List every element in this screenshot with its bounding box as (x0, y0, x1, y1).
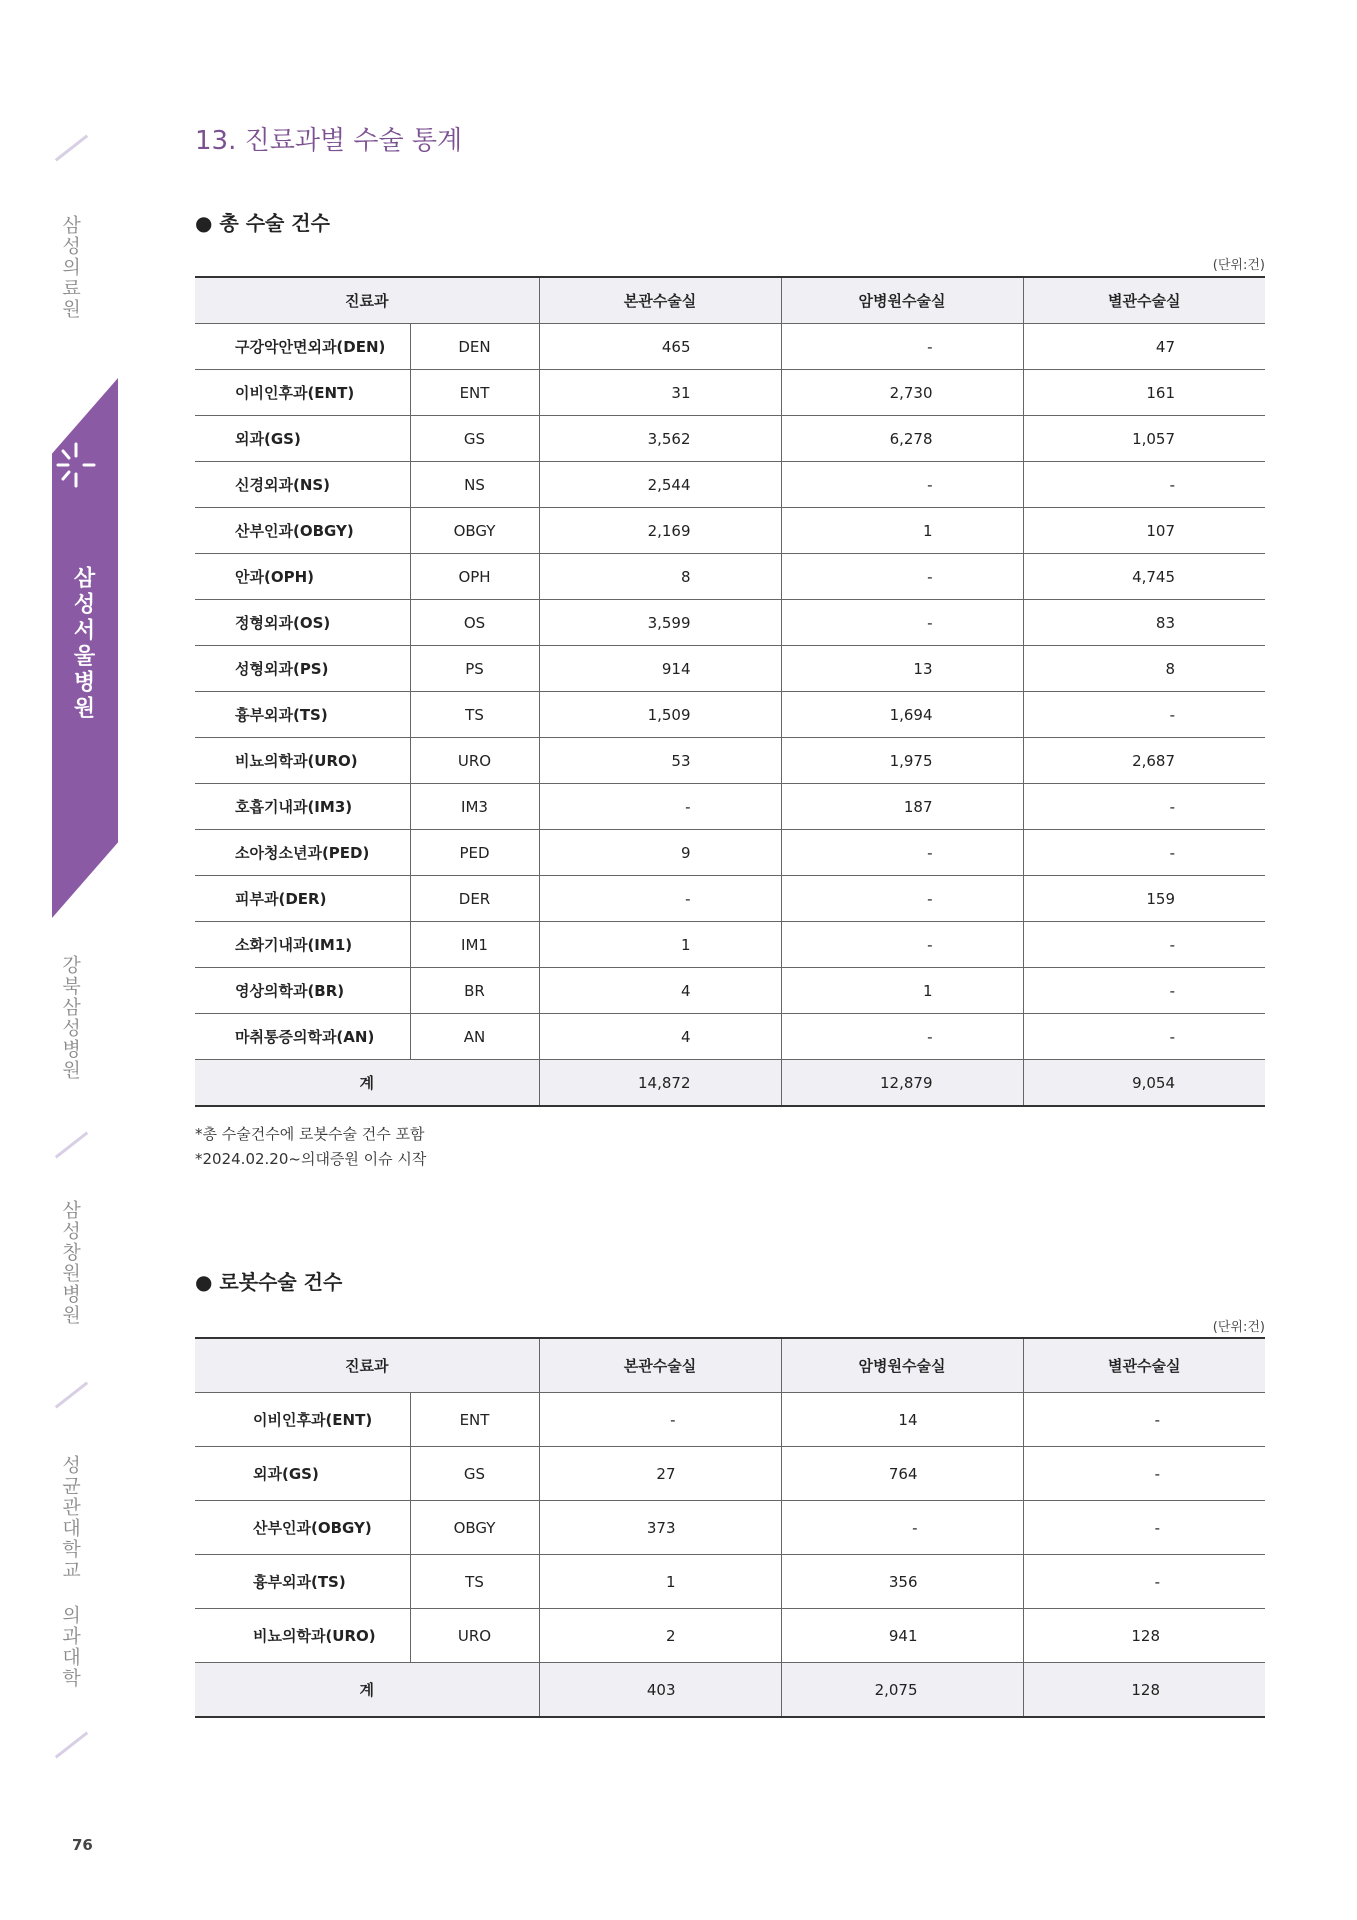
cancer-or-cell: 1 (781, 508, 1023, 554)
department-cell: 이비인후과(ENT) (195, 370, 410, 416)
department-cell: 외과(GS) (195, 1447, 410, 1501)
annex-or-cell: - (1023, 1501, 1265, 1555)
cancer-or-cell: 1,694 (781, 692, 1023, 738)
table-header-row (195, 1338, 1265, 1393)
main-or-cell: 373 (539, 1501, 781, 1555)
section-title-robot-surgery: ● 로봇수술 건수 (195, 1270, 343, 1294)
total-main-or-cell: 403 (539, 1663, 781, 1718)
cancer-or-cell: - (781, 830, 1023, 876)
header-annex-or: 별관수술실 (1023, 277, 1265, 324)
table-row (195, 1393, 1265, 1447)
code-cell: ENT (410, 1393, 539, 1447)
table-row (195, 416, 1265, 462)
total-label: 계 (195, 1060, 539, 1107)
cancer-or-cell: 6,278 (781, 416, 1023, 462)
annex-or-cell: - (1023, 462, 1265, 508)
department-cell: 산부인과(OBGY) (195, 508, 410, 554)
cancer-or-cell: 14 (781, 1393, 1023, 1447)
main-or-cell: - (539, 784, 781, 830)
table-header-row (195, 277, 1265, 324)
robot-surgery-table (195, 1337, 1265, 1718)
table-row (195, 1447, 1265, 1501)
code-cell: OS (410, 600, 539, 646)
annex-or-cell: - (1023, 1555, 1265, 1609)
code-cell: GS (410, 416, 539, 462)
divider-slash (55, 1732, 88, 1759)
department-cell: 흉부외과(TS) (195, 1555, 410, 1609)
table-row (195, 1555, 1265, 1609)
table-row (195, 968, 1265, 1014)
code-cell: DEN (410, 324, 539, 370)
table-row (195, 738, 1265, 784)
total-main-or-cell: 14,872 (539, 1060, 781, 1107)
main-or-cell: 1 (539, 1555, 781, 1609)
cancer-or-cell: - (781, 324, 1023, 370)
code-cell: TS (410, 1555, 539, 1609)
annex-or-cell: - (1023, 1447, 1265, 1501)
sidebar-item-kangbuk-samsung-hospital[interactable]: 강북삼성병원 (59, 955, 81, 1081)
table-row (195, 462, 1265, 508)
total-cancer-or-cell: 2,075 (781, 1663, 1023, 1718)
cancer-or-cell: - (781, 1501, 1023, 1555)
header-department: 진료과 (195, 1338, 539, 1393)
total-surgery-table (195, 276, 1265, 1107)
page-title: 13. 진료과별 수술 통계 (195, 126, 463, 156)
main-or-cell: 914 (539, 646, 781, 692)
total-annex-or-cell: 9,054 (1023, 1060, 1265, 1107)
annex-or-cell: 83 (1023, 600, 1265, 646)
department-cell: 마취통증의학과(AN) (195, 1014, 410, 1060)
header-main-or: 본관수술실 (539, 277, 781, 324)
code-cell: TS (410, 692, 539, 738)
main-or-cell: 2,544 (539, 462, 781, 508)
department-cell: 안과(OPH) (195, 554, 410, 600)
table-row (195, 508, 1265, 554)
cancer-or-cell: 1,975 (781, 738, 1023, 784)
code-cell: OBGY (410, 1501, 539, 1555)
cancer-or-cell: - (781, 922, 1023, 968)
header-cancer-or: 암병원수술실 (781, 277, 1023, 324)
code-cell: IM3 (410, 784, 539, 830)
code-cell: GS (410, 1447, 539, 1501)
code-cell: OPH (410, 554, 539, 600)
annex-or-cell: 159 (1023, 876, 1265, 922)
total-annex-or-cell: 128 (1023, 1663, 1265, 1718)
main-or-cell: 9 (539, 830, 781, 876)
sparkle-icon (56, 442, 96, 488)
main-or-cell: 27 (539, 1447, 781, 1501)
cancer-or-cell: - (781, 876, 1023, 922)
table-row (195, 1014, 1265, 1060)
code-cell: AN (410, 1014, 539, 1060)
department-cell: 소화기내과(IM1) (195, 922, 410, 968)
department-cell: 호흡기내과(IM3) (195, 784, 410, 830)
total-row (195, 1060, 1265, 1107)
divider-slash (55, 1132, 88, 1159)
annex-or-cell: 8 (1023, 646, 1265, 692)
table-row (195, 600, 1265, 646)
department-cell: 피부과(DER) (195, 876, 410, 922)
sidebar-nav (0, 0, 140, 1920)
table-row (195, 830, 1265, 876)
divider-slash (55, 1382, 88, 1409)
cancer-or-cell: 356 (781, 1555, 1023, 1609)
main-or-cell: 53 (539, 738, 781, 784)
main-or-cell: - (539, 1393, 781, 1447)
sidebar-item-skku-medicine[interactable]: 성균관대학교 의과대학 (59, 1455, 81, 1689)
cancer-or-cell: 764 (781, 1447, 1023, 1501)
main-or-cell: 1,509 (539, 692, 781, 738)
code-cell: URO (410, 738, 539, 784)
annex-or-cell: - (1023, 922, 1265, 968)
main-or-cell: 4 (539, 1014, 781, 1060)
unit-label: (단위:건) (1212, 1320, 1265, 1335)
department-cell: 이비인후과(ENT) (195, 1393, 410, 1447)
annex-or-cell: 1,057 (1023, 416, 1265, 462)
code-cell: DER (410, 876, 539, 922)
code-cell: OBGY (410, 508, 539, 554)
divider-slash (55, 135, 88, 162)
main-or-cell: 4 (539, 968, 781, 1014)
sidebar-item-samsung-seoul-hospital[interactable]: 삼성서울병원 (70, 566, 95, 722)
department-cell: 비뇨의학과(URO) (195, 738, 410, 784)
table-row (195, 922, 1265, 968)
table-row (195, 1609, 1265, 1663)
main-or-cell: 8 (539, 554, 781, 600)
total-label: 계 (195, 1663, 539, 1718)
code-cell: PED (410, 830, 539, 876)
main-or-cell: 3,599 (539, 600, 781, 646)
main-or-cell: 3,562 (539, 416, 781, 462)
annex-or-cell: 128 (1023, 1609, 1265, 1663)
header-main-or: 본관수술실 (539, 1338, 781, 1393)
page-number: 76 (72, 1836, 93, 1854)
code-cell: BR (410, 968, 539, 1014)
main-or-cell: 465 (539, 324, 781, 370)
total-row (195, 1663, 1265, 1718)
code-cell: PS (410, 646, 539, 692)
table-row (195, 876, 1265, 922)
table-row (195, 554, 1265, 600)
sidebar-item-samsung-changwon-hospital[interactable]: 삼성창원병원 (59, 1200, 81, 1326)
table-row (195, 370, 1265, 416)
annex-or-cell: 47 (1023, 324, 1265, 370)
unit-label: (단위:건) (1212, 258, 1265, 273)
cancer-or-cell: - (781, 1014, 1023, 1060)
main-or-cell: - (539, 876, 781, 922)
annex-or-cell: 4,745 (1023, 554, 1265, 600)
department-cell: 산부인과(OBGY) (195, 1501, 410, 1555)
department-cell: 구강악안면외과(DEN) (195, 324, 410, 370)
table-row (195, 646, 1265, 692)
table-row (195, 692, 1265, 738)
code-cell: ENT (410, 370, 539, 416)
sidebar-item-samsung-medical-center[interactable]: 삼성의료원 (59, 215, 81, 320)
footnote: *총 수술건수에 로봇수술 건수 포함 (195, 1125, 425, 1143)
annex-or-cell: - (1023, 968, 1265, 1014)
table-row (195, 784, 1265, 830)
annex-or-cell: - (1023, 784, 1265, 830)
total-cancer-or-cell: 12,879 (781, 1060, 1023, 1107)
annex-or-cell: - (1023, 830, 1265, 876)
cancer-or-cell: 2,730 (781, 370, 1023, 416)
department-cell: 외과(GS) (195, 416, 410, 462)
cancer-or-cell: - (781, 554, 1023, 600)
cancer-or-cell: 1 (781, 968, 1023, 1014)
code-cell: URO (410, 1609, 539, 1663)
main-or-cell: 2,169 (539, 508, 781, 554)
department-cell: 흉부외과(TS) (195, 692, 410, 738)
table-row (195, 324, 1265, 370)
main-or-cell: 2 (539, 1609, 781, 1663)
department-cell: 영상의학과(BR) (195, 968, 410, 1014)
department-cell: 정형외과(OS) (195, 600, 410, 646)
cancer-or-cell: 13 (781, 646, 1023, 692)
department-cell: 비뇨의학과(URO) (195, 1609, 410, 1663)
cancer-or-cell: - (781, 462, 1023, 508)
annex-or-cell: - (1023, 1393, 1265, 1447)
code-cell: IM1 (410, 922, 539, 968)
main-or-cell: 1 (539, 922, 781, 968)
annex-or-cell: - (1023, 692, 1265, 738)
annex-or-cell: - (1023, 1014, 1265, 1060)
department-cell: 신경외과(NS) (195, 462, 410, 508)
main-or-cell: 31 (539, 370, 781, 416)
header-cancer-or: 암병원수술실 (781, 1338, 1023, 1393)
code-cell: NS (410, 462, 539, 508)
footnote: *2024.02.20~의대증원 이슈 시작 (195, 1150, 427, 1168)
header-department: 진료과 (195, 277, 539, 324)
section-title-total-surgery: ● 총 수술 건수 (195, 211, 330, 235)
header-annex-or: 별관수술실 (1023, 1338, 1265, 1393)
department-cell: 성형외과(PS) (195, 646, 410, 692)
annex-or-cell: 2,687 (1023, 738, 1265, 784)
annex-or-cell: 161 (1023, 370, 1265, 416)
annex-or-cell: 107 (1023, 508, 1265, 554)
cancer-or-cell: 187 (781, 784, 1023, 830)
cancer-or-cell: 941 (781, 1609, 1023, 1663)
department-cell: 소아청소년과(PED) (195, 830, 410, 876)
cancer-or-cell: - (781, 600, 1023, 646)
table-row (195, 1501, 1265, 1555)
